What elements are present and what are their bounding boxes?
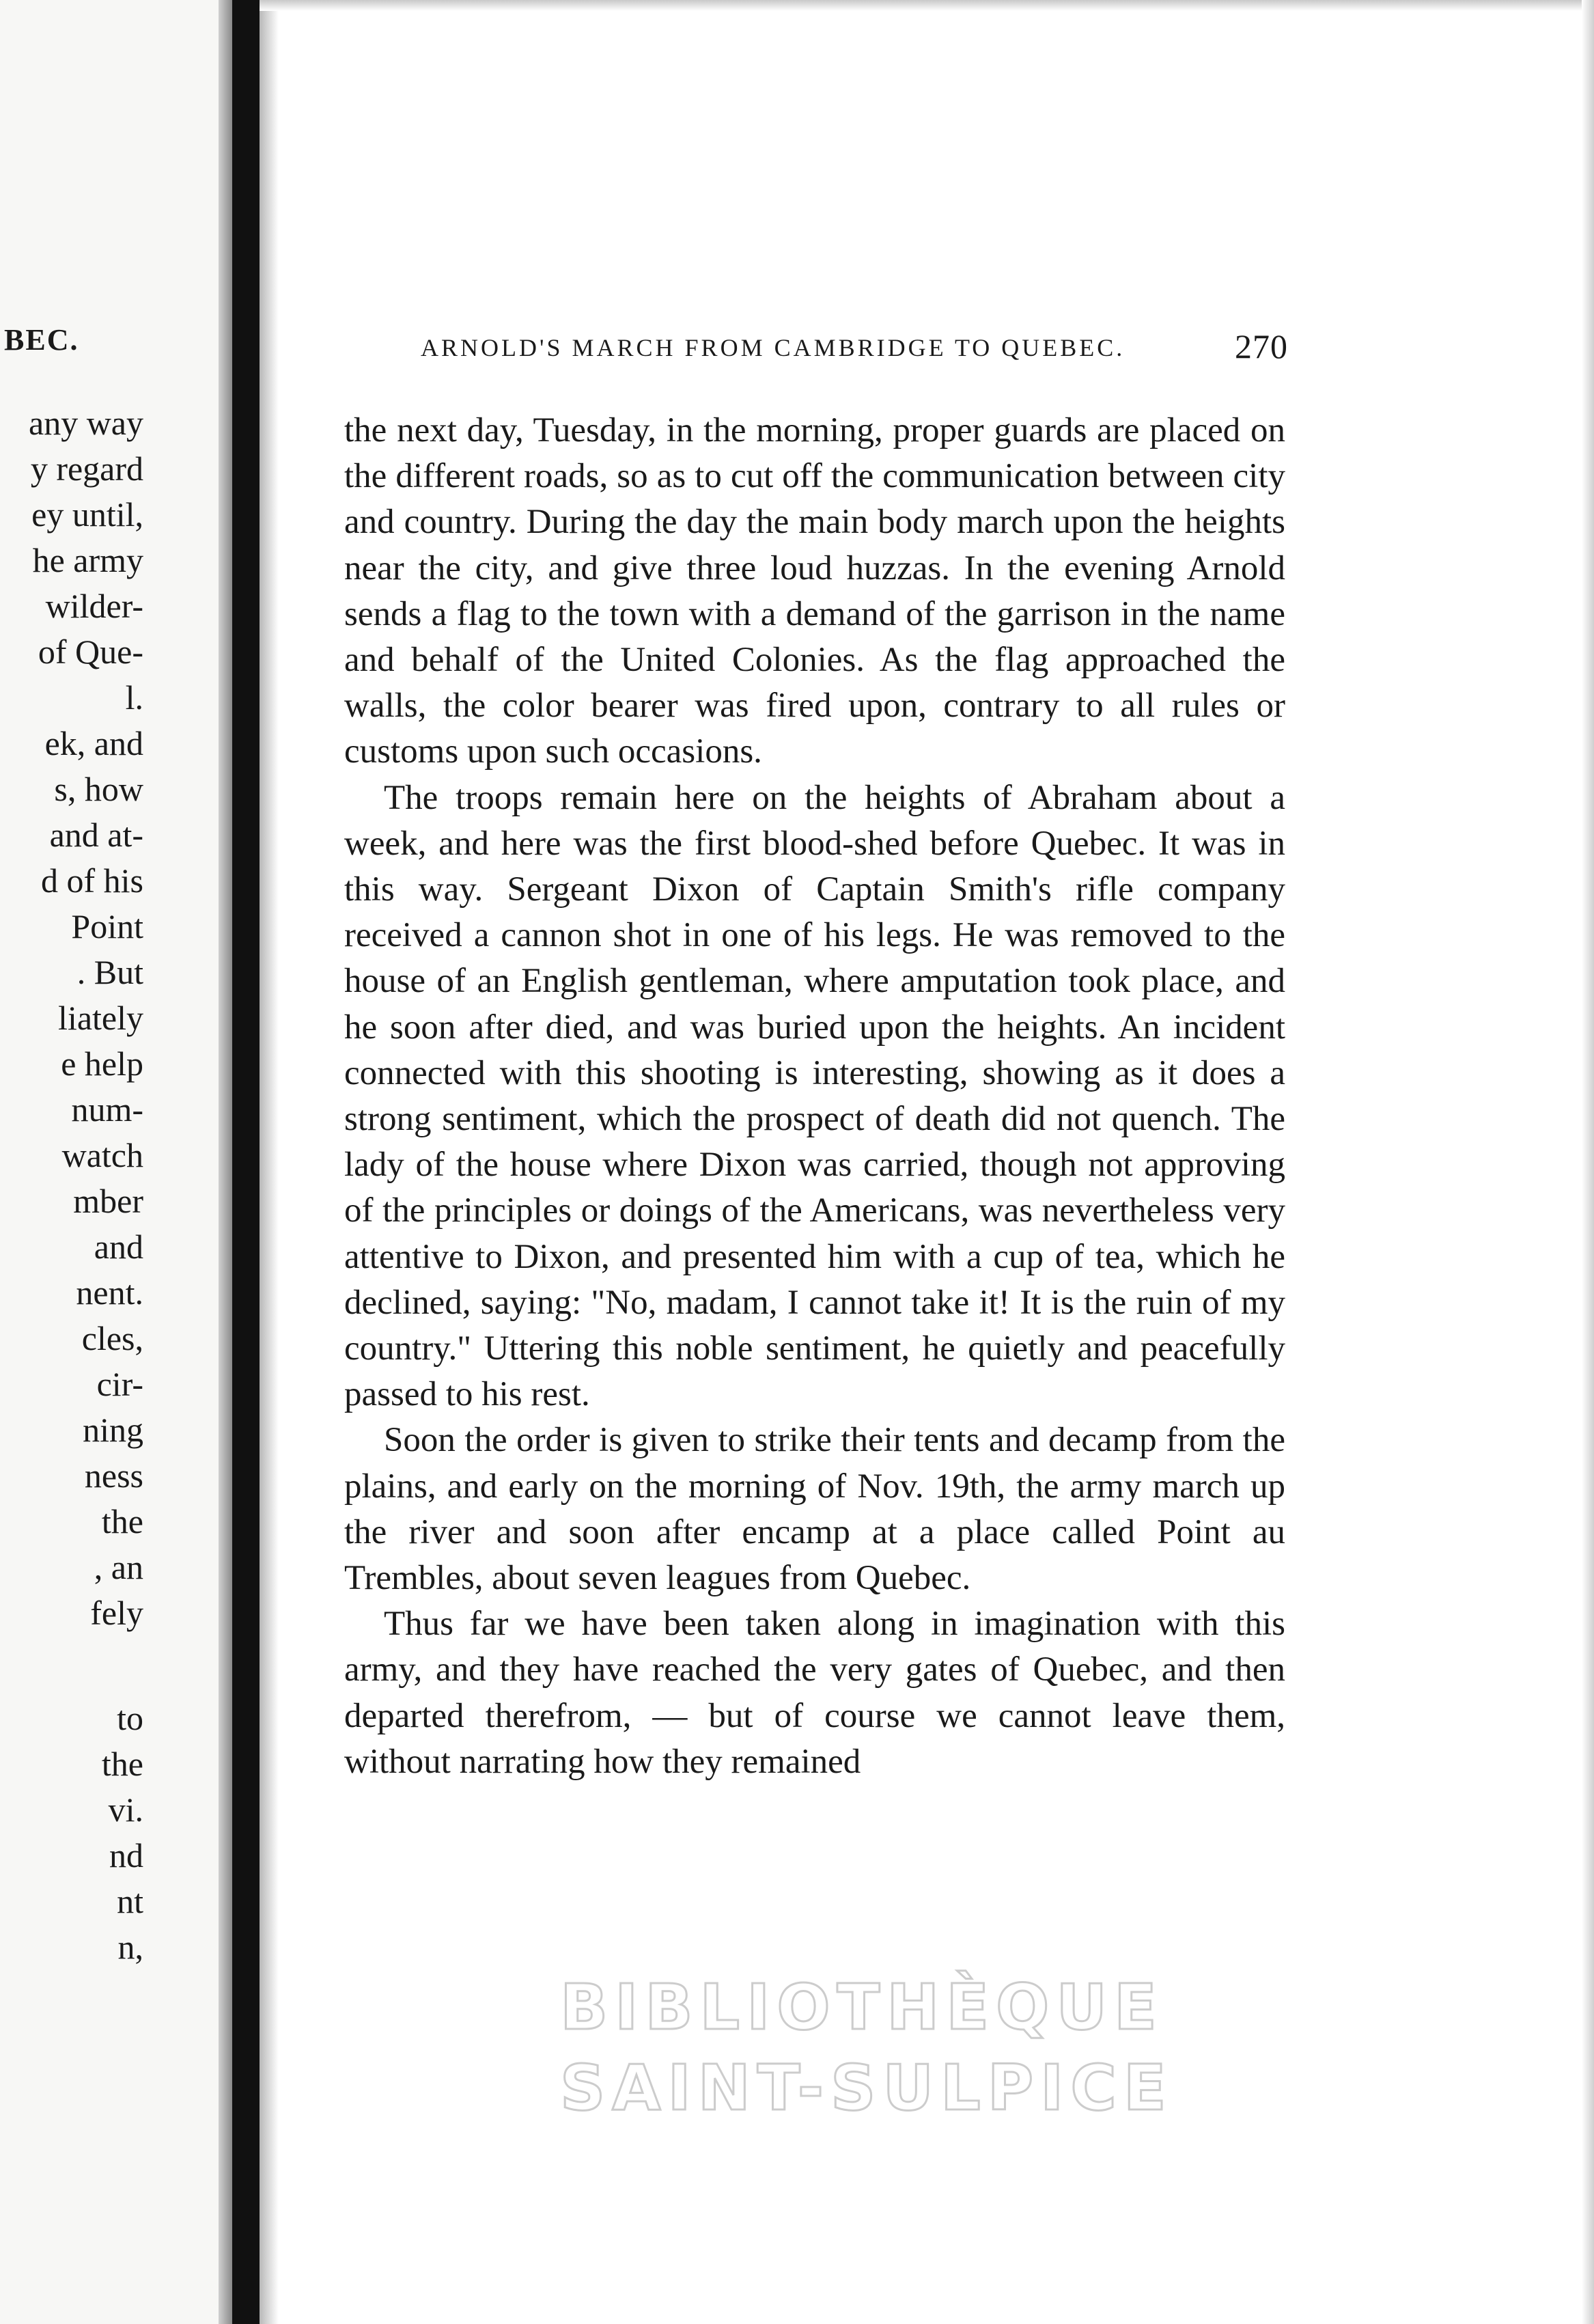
left-fragment-line: nent. <box>76 1273 143 1312</box>
gutter-shadow <box>219 0 232 2324</box>
left-fragment-line: ey until, <box>31 495 143 534</box>
left-line-fragments-lower <box>102 1696 143 1970</box>
paragraph-3: Soon the order is given to strike their tents and decamp from the plains, and early on the morning of Nov. 19th, the army march up the river and soon after encamp at a place called Point au Trembles, about seven leagues from Quebec. <box>344 1421 1285 1598</box>
left-fragment-line: wilder- <box>45 587 143 625</box>
left-fragment-line: ek, and <box>44 724 143 762</box>
left-fragment-line: ness <box>84 1456 143 1495</box>
body-text <box>344 408 1285 1785</box>
binding-gutter <box>232 0 260 2324</box>
left-fragment-line: cles, <box>81 1319 143 1357</box>
stamp-line-2: SAINT-SULPICE <box>560 2051 1173 2125</box>
running-head <box>421 327 1288 365</box>
left-fragment-line: cir- <box>96 1365 143 1403</box>
left-fragment-line: liately <box>58 999 143 1037</box>
left-fragment-line: s, how <box>54 770 143 808</box>
left-fragment-line: watch <box>61 1136 143 1174</box>
left-fragment-line: nd <box>109 1836 143 1875</box>
left-fragment-line: he army <box>32 541 143 579</box>
left-fragment-line: and <box>94 1228 143 1266</box>
left-fragment-line: ning <box>83 1411 143 1449</box>
running-head-title: ARNOLD'S MARCH FROM CAMBRIDGE TO QUEBEC. <box>421 334 1125 361</box>
left-fragment-line: . But <box>76 953 143 991</box>
left-fragment-line: nt <box>117 1882 143 1920</box>
stamp-line-1: BIBLIOTHÈQUE <box>560 1971 1164 2044</box>
gutter-fade <box>260 0 279 2324</box>
page-number: 270 <box>1235 327 1288 365</box>
left-fragment-line: any way <box>29 404 143 442</box>
page-top-edge <box>260 0 1594 11</box>
left-fragment-line: to <box>117 1699 143 1737</box>
left-fragment-line: the <box>101 1745 143 1783</box>
left-fragment-line: the <box>101 1502 143 1540</box>
left-fragment-line: d of his <box>41 861 143 900</box>
paragraph-1: the next day, Tuesday, in the morning, proper guards are placed on the different roads, so as to cut off the communication between city and country. During the day the main body march upon the heights near the city, and give three loud huzzas. In the evening Arnold sends a flag to the town with a demand of the garrison in the name and behalf of the United Colonies. As the flag approached the walls, the color bearer was fired upon, contrary to all rules or customs upon such occasions. <box>344 411 1285 771</box>
left-line-fragments <box>29 400 143 1636</box>
left-fragment-line: mber <box>73 1182 143 1220</box>
left-running-head: BEC. <box>4 323 79 357</box>
left-fragment-line: Point <box>71 907 143 945</box>
perforated-library-stamp <box>560 1967 1173 2145</box>
paragraph-2: The troops remain here on the heights of Abraham about a week, and here was the first blood-shed before Quebec. It was in this way. Sergeant Dixon of Captain Smith's rifle company received a cannon shot in one of his legs. He was removed to the house of an English gentleman, where amputation took place, and he soon after died, and was buried upon the heights. An incident connected with this shooting is interesting, showing as it does a strong sentiment, which the prospect of death did not quench. The lady of the house where Dixon was carried, though not approving of the principles or doings of the Americans, was nevertheless very attentive to Dixon, and presented him with a cup of tea, which he declined, saying: "No, madam, I cannot take it! It is the ruin of my country." Uttering this noble sentiment, he quietly and peacefully passed to his rest. <box>344 778 1285 1414</box>
left-fragment-line: n, <box>117 1928 143 1966</box>
left-fragment-line: y regard <box>30 449 143 488</box>
paragraph-4: Thus far we have been taken along in imagination with this army, and they have reached the very gates of Quebec, and then departed therefrom, — but of course we cannot leave them, without narrating how they remained <box>344 1605 1285 1781</box>
page-right-edge <box>1582 0 1594 2324</box>
left-fragment-line: and at- <box>49 816 143 854</box>
left-facing-page <box>0 0 232 2324</box>
left-fragment-line: , an <box>94 1548 143 1586</box>
left-fragment-line: of Que- <box>38 633 143 671</box>
left-fragment-line: e help <box>61 1045 143 1083</box>
left-fragment-line: fely <box>90 1594 143 1632</box>
left-fragment-line: vi. <box>108 1790 143 1829</box>
left-fragment-line: l. <box>125 678 143 717</box>
left-fragment-line: num- <box>71 1090 143 1129</box>
